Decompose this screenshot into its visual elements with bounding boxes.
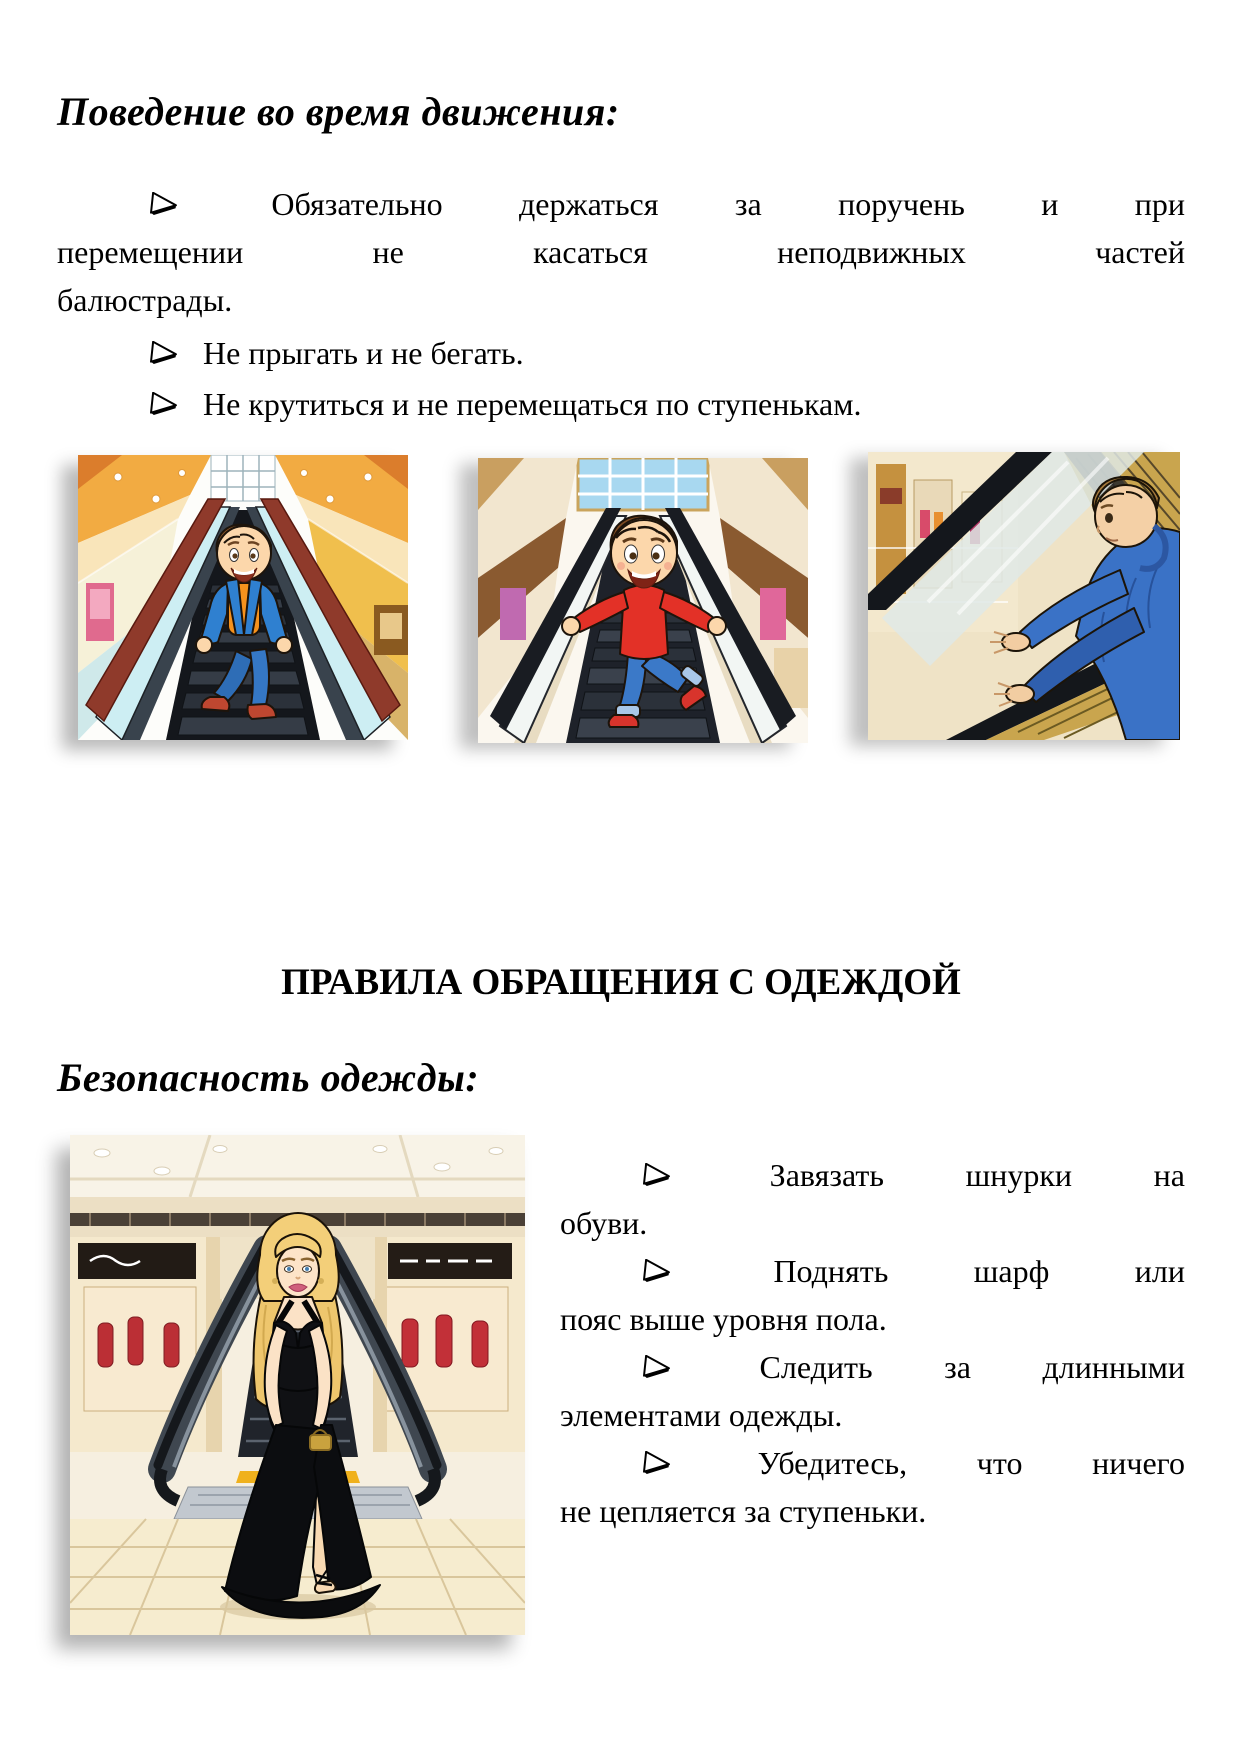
list-arrow-icon [642, 1451, 672, 1476]
illustration-boy-jumping-on-escalator [478, 458, 808, 743]
clothing-safety-subheading: Безопасность одежды: [57, 1055, 480, 1100]
bullet-text: балюстрады. [57, 282, 233, 318]
bullet-text: не цепляется за ступеньки. [560, 1493, 927, 1529]
bullet-line [560, 1440, 1185, 1486]
movement-heading: Поведение во время движения: [57, 89, 620, 134]
boy-jumping-illustration [478, 458, 808, 743]
bullet-line [57, 330, 1185, 376]
bullet-line [560, 1488, 1185, 1534]
bullet-line [560, 1200, 1185, 1246]
bullet-line [57, 229, 1185, 275]
bullet-text: обуви. [560, 1205, 648, 1241]
bullet-line [560, 1248, 1185, 1294]
bullet-line [560, 1344, 1185, 1390]
bullet-text: Поднять шарф или [773, 1253, 1185, 1289]
bullet-line [57, 181, 1185, 227]
list-arrow-icon [149, 341, 179, 366]
bullet-text: Не крутиться и не перемещаться по ступенькам. [203, 386, 862, 422]
clothing-rules-title: ПРАВИЛА ОБРАЩЕНИЯ С ОДЕЖДОЙ [281, 962, 961, 1003]
bullet-text: Убедитесь, что ничего [757, 1445, 1186, 1481]
bullet-line [57, 381, 1185, 427]
list-arrow-icon [642, 1259, 672, 1284]
list-arrow-icon [642, 1163, 672, 1188]
illustration-woman-in-black-dress-on-escalator [70, 1135, 525, 1635]
boy-running-illustration [78, 455, 408, 740]
bullet-text: Следить за длинными [759, 1349, 1186, 1385]
list-arrow-icon [149, 192, 179, 217]
boy-touching-glass-illustration [868, 452, 1180, 740]
bullet-text: элементами одежды. [560, 1397, 843, 1433]
list-arrow-icon [642, 1355, 672, 1380]
list-arrow-icon [149, 392, 179, 417]
bullet-text: Не прыгать и не бегать. [203, 335, 524, 371]
bullet-text: пояс выше уровня пола. [560, 1301, 887, 1337]
bullet-line [560, 1152, 1185, 1198]
bullet-text: перемещении не касаться неподвижных частей [57, 234, 1185, 270]
bullet-line [560, 1296, 1185, 1342]
illustration-boy-touching-balustrade [868, 452, 1180, 740]
illustration-boy-running-down-escalator [78, 455, 408, 740]
bullet-text: Завязать шнурки на [769, 1157, 1186, 1193]
bullet-text: Обязательно держаться за поручень и при [271, 186, 1186, 222]
bullet-line [560, 1392, 1185, 1438]
woman-escalator-illustration [70, 1135, 525, 1635]
bullet-line [57, 277, 1185, 323]
